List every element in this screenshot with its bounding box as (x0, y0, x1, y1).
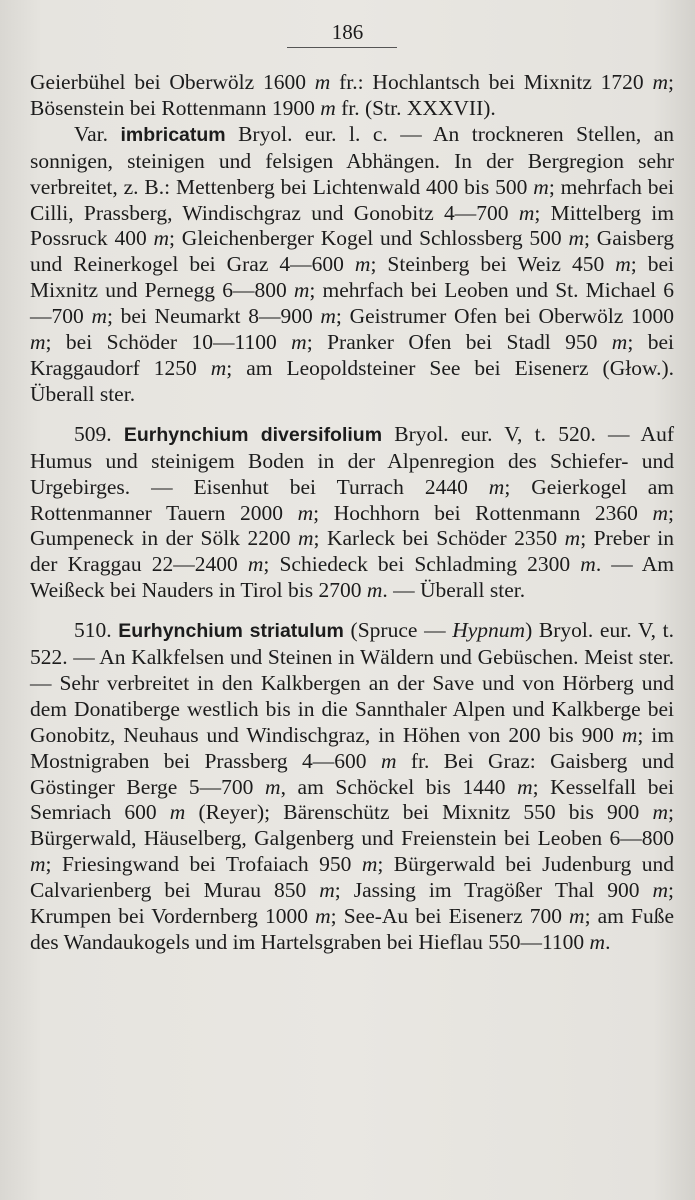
italic-text: m (293, 278, 310, 303)
italic-text: m (652, 800, 669, 825)
italic-text: m (265, 774, 281, 799)
italic-text: m (488, 474, 505, 499)
italic-text: m (652, 878, 668, 903)
italic-text: m (652, 500, 669, 525)
text-run: Geierbühel bei Oberwölz 1600 (30, 70, 315, 94)
text-run: ; Friesingwand bei Trofaiach 950 (45, 852, 362, 877)
text-run: ; See-Au bei Eisenerz 700 (330, 904, 570, 929)
text-run: Var. (74, 121, 121, 146)
italic-text: m (611, 330, 628, 355)
text-run: ; im Mostnigraben bei Prassberg 4—600 (30, 722, 675, 773)
text-run: ; Schiedeck bei Schladming 2300 (263, 552, 581, 577)
italic-text: m (153, 226, 170, 251)
italic-text: m (366, 578, 383, 603)
text-run: ; Gleichenberger Kogel und Schlossberg 500 (169, 226, 569, 251)
text-run: ) Bryol. eur. V, t. 522. — An Kalkfelsen und Steinen in Wäldern und Gebüschen. Meist ster. — Sehr verbreitet in den Kalkbergen an der Save und von Hörberg und dem Donatiberge westlich bis in die Sannthaler Alpen und Kalkberge bei Gonobitz, Neuhaus und Windischgraz, in Höhen von 200 bis 900 (30, 618, 674, 747)
italic-text: m (621, 722, 638, 747)
italic-text: Hypnum (452, 618, 526, 643)
italic-text: m (314, 70, 331, 94)
italic-text: m (568, 226, 584, 251)
text-run: . — Am Weißeck bei Nauders in Tirol bis 2700 (30, 552, 674, 603)
text-run: ; bei Kraggaudorf 1250 (30, 330, 674, 380)
italic-text: m (320, 304, 336, 329)
italic-text: m (517, 774, 533, 799)
italic-text: m (652, 70, 669, 94)
italic-text: m (533, 174, 549, 199)
text-run: ; Jassing im Tragößer Thal 900 (334, 878, 653, 903)
italic-text: m (564, 526, 581, 551)
text-run: fr.: Hochlantsch bei Mixnitz 1720 (330, 70, 653, 94)
text-run: fr. (Str. XXXVII). (335, 95, 496, 120)
text-run: ; mehrfach bei Leoben und St. Michael 6—700 (30, 278, 674, 329)
italic-text: m (30, 852, 46, 877)
text-run: ; Hochhorn bei Rottenmann 2360 (313, 500, 653, 525)
italic-text: m (297, 500, 314, 525)
italic-text: m (291, 330, 307, 355)
page-body (30, 70, 674, 956)
italic-text: m (320, 95, 336, 120)
text-run: ; Pranker Ofen bei Stadl 950 (306, 330, 612, 355)
italic-text: m (589, 930, 606, 954)
text-run: 510. (74, 618, 119, 643)
species-name: Eurhynchium diversifolium (123, 423, 383, 446)
italic-text: m (569, 904, 585, 929)
text-run: ; Kesselfall bei Semriach 600 (30, 774, 675, 825)
text-run: ; Gaisberg und Reinerkogel bei Graz 4—600 (30, 226, 674, 277)
italic-text: m (319, 878, 335, 903)
species-name: Eurhynchium striatulum (118, 620, 344, 643)
text-run: ; Gumpeneck in der Sölk 2200 (30, 500, 674, 551)
text-run: ; am Leopoldsteiner See bei Eisenerz (Głow.). Überall ster. (30, 355, 675, 406)
header-rule (287, 47, 397, 48)
italic-text: m (30, 330, 46, 355)
paragraph-var-imbricatum (30, 122, 674, 408)
text-run: . — Überall ster. (382, 578, 526, 603)
italic-text: m (354, 252, 371, 277)
text-run: , am Schöckel bis 1440 (280, 774, 518, 799)
text-run: (Reyer); Bärenschütz bei Mixnitz 550 bis 900 (185, 800, 653, 825)
text-run: ; bei Neumarkt 8—900 (106, 304, 321, 329)
text-run: ; Geierkogel am Rottenmanner Tauern 2000 (30, 474, 674, 525)
paragraph-continuation (30, 70, 674, 122)
text-run: ; Krumpen bei Vordernberg 1000 (30, 878, 674, 929)
text-run: 509. (74, 421, 124, 446)
paragraph-entry-509 (30, 422, 674, 604)
text-run: ; bei Schöder 10—1100 (45, 330, 292, 355)
text-run: ; Steinberg bei Weiz 450 (370, 252, 616, 277)
text-run: ; Preber in der Kraggau 22—2400 (30, 526, 674, 577)
text-run: ; am Fuße des Wandaukogels und im Hartelsgraben bei Hieflau 550—1100 (30, 904, 674, 954)
text-run: ; Bürgerwald, Häuselberg, Galgenberg und Freienstein bei Leoben 6—800 (30, 800, 674, 851)
text-run: Bryol. eur. l. c. — An trockneren Stellen, an sonnigen, steinigen und felsigen Abhängen. In der Bergregion sehr verbreitet, z. B.: Mettenberg bei Lichtenwald 400 bis 500 (30, 121, 674, 199)
text-run: ; bei Mixnitz und Pernegg 6—800 (30, 252, 674, 303)
italic-text: m (615, 252, 631, 277)
italic-text: m (91, 304, 107, 329)
italic-text: m (297, 526, 314, 551)
text-run: ; Bösenstein bei Rottenmann 1900 (30, 70, 674, 120)
page-number: 186 (331, 20, 364, 44)
italic-text: m (315, 904, 331, 929)
text-run: ; Karleck bei Schöder 2350 (313, 526, 565, 551)
paragraph-entry-510 (30, 618, 674, 956)
italic-text: m (247, 552, 264, 577)
italic-text: m (380, 748, 397, 773)
text-run: ; Mittelberg im Possruck 400 (30, 200, 674, 251)
text-run: ; Bürgerwald bei Judenburg und Calvarienberg bei Murau 850 (30, 852, 674, 903)
italic-text: m (169, 800, 186, 825)
text-run: ; mehrfach bei Cilli, Prassberg, Windischgraz und Gonobitz 4—700 (30, 174, 674, 225)
text-run: fr. Bei Graz: Gaisberg und Göstinger Berge 5—700 (30, 748, 674, 799)
text-run: (Spruce — (343, 618, 453, 643)
italic-text: m (361, 852, 378, 877)
text-run: . (605, 930, 611, 954)
species-name: imbricatum (120, 123, 226, 146)
text-run: Bryol. eur. V, t. 520. — Auf Humus und steinigem Boden in der Alpenregion des Schiefer- und Urgebirges. — Eisenhut bei Turrach 2440 (30, 421, 674, 499)
text-run: ; Geistrumer Ofen bei Oberwölz 1000 (335, 304, 675, 329)
italic-text: m (210, 355, 227, 380)
italic-text: m (580, 552, 596, 577)
italic-text: m (518, 200, 535, 225)
